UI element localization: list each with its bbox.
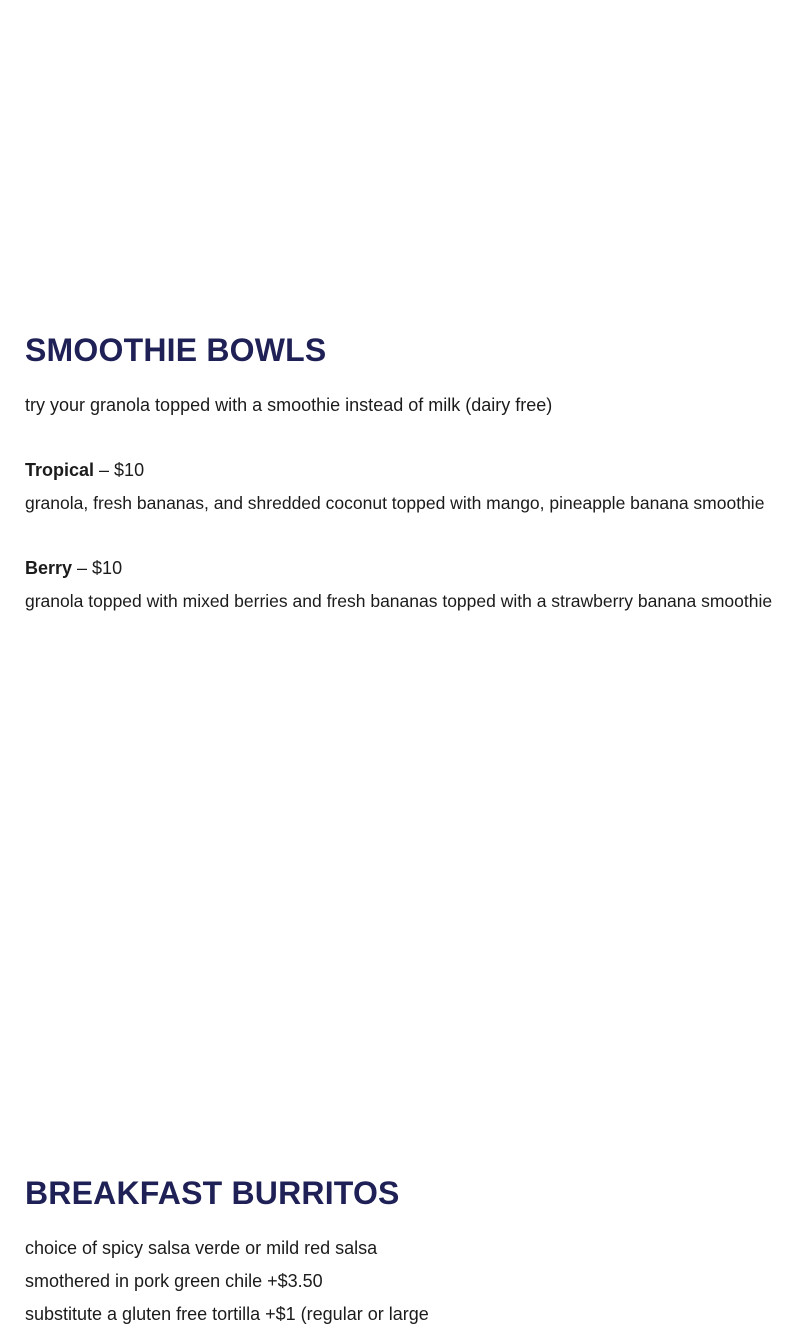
burrito-note-green-chile: smothered in pork green chile +$3.50 [25, 1271, 323, 1291]
smoothie-bowls-heading: SMOOTHIE BOWLS [25, 332, 327, 368]
menu-item-berry [25, 552, 773, 618]
burrito-note-salsa: choice of spicy salsa verde or mild red salsa [25, 1238, 378, 1258]
menu-item-description: granola topped with mixed berries and fresh bananas topped with a strawberry banana smoothie [25, 591, 773, 611]
menu-item-header [25, 454, 770, 487]
menu-item-description: granola, fresh bananas, and shredded coconut topped with mango, pineapple banana smoothie [25, 493, 765, 513]
menu-item-tropical [25, 454, 770, 520]
breakfast-burritos-section [25, 1173, 770, 1331]
smoothie-bowls-section [25, 330, 773, 618]
menu-item-header [25, 552, 770, 585]
menu-item-name: Berry [25, 558, 73, 578]
menu-item-name: Tropical [25, 460, 95, 480]
burrito-note-tortilla: substitute a gluten free tortilla +$1 (regular or large [25, 1304, 429, 1324]
menu-item-price: – $10 [72, 558, 123, 578]
smoothie-bowls-intro: try your granola topped with a smoothie instead of milk (dairy free) [25, 395, 553, 415]
breakfast-burritos-heading: BREAKFAST BURRITOS [25, 1175, 400, 1211]
menu-item-price: – $10 [94, 460, 145, 480]
